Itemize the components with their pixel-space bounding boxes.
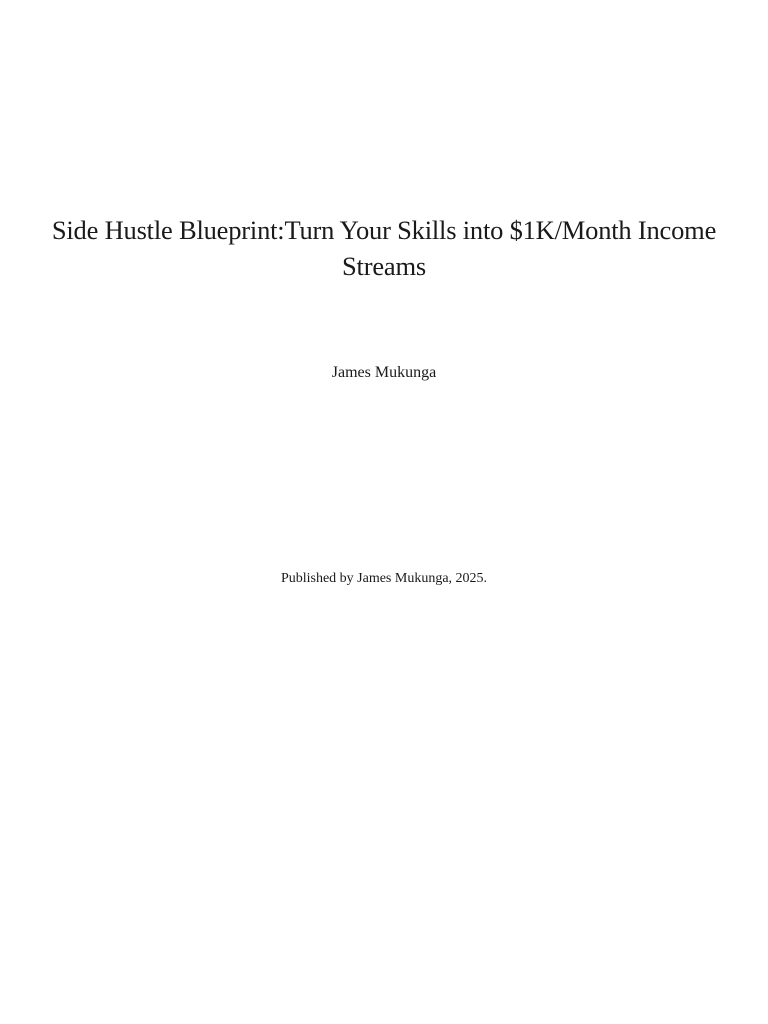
- publisher-line: Published by James Mukunga, 2025.: [280, 571, 488, 586]
- author-name: James Mukunga: [331, 364, 437, 381]
- book-title: Side Hustle Blueprint:Turn Your Skills into $1K/Month Income Streams: [51, 215, 717, 281]
